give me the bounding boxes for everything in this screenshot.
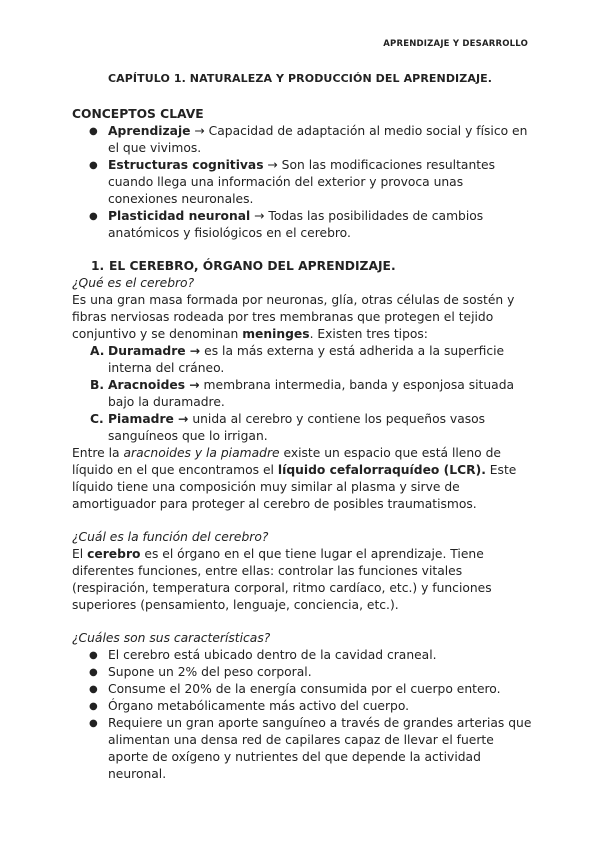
bullet-icon: ●: [89, 650, 98, 661]
text-run: Este líquido tiene una composición muy similar al plasma y sirve de amortiguador para proteger al cerebro de posibles traumatismos.: [72, 463, 517, 511]
bullet-icon: ●: [89, 160, 98, 171]
bullet-icon: ●: [89, 667, 98, 678]
list-letter: B.: [90, 378, 105, 392]
key-concepts-heading: CONCEPTOS CLAVE: [72, 107, 204, 121]
list-item: [72, 208, 534, 242]
meninge-term: Aracnoides →: [108, 378, 200, 392]
characteristic-text: Requiere un gran aporte sanguíneo a través de grandes arterias que alimentan una densa red de capilares capaz de llevar el fuerte aporte de oxígeno y nutrientes del que depende la actividad neuronal.: [108, 716, 532, 781]
meninges-list: [72, 343, 534, 445]
text-run: Es una gran masa formada por neuronas, glía, otras células de sostén y fibras nerviosas rodeada por tres membranas que protegen el tejido conjuntivo y se denominan: [72, 293, 515, 341]
concept-desc: → Capacidad de adaptación al medio social y físico en el que vivimos.: [108, 124, 528, 155]
document-body: [72, 106, 534, 783]
bullet-icon: ●: [89, 126, 98, 137]
list-item: [72, 123, 534, 157]
paragraph-brain-function: [72, 546, 534, 614]
chapter-title: CAPÍTULO 1. NATURALEZA Y PRODUCCIÓN DEL APRENDIZAJE.: [107, 72, 493, 85]
list-letter: C.: [90, 412, 104, 426]
bullet-icon: ●: [89, 701, 98, 712]
bullet-icon: ●: [89, 211, 98, 222]
meninge-desc: unida al cerebro y contiene los pequeños vasos sanguíneos que lo irrigan.: [108, 412, 486, 443]
bullet-icon: ●: [89, 718, 98, 729]
list-item: [72, 715, 534, 783]
text-run: Entre la: [72, 446, 124, 460]
section-title: EL CEREBRO, ÓRGANO DEL APRENDIZAJE.: [109, 259, 396, 273]
term-lcr: líquido cefalorraquídeo (LCR).: [277, 463, 486, 477]
section-number: 1.: [91, 259, 105, 273]
text-italic: aracnoides y la piamadre: [123, 446, 280, 460]
characteristic-text: Supone un 2% del peso corporal.: [108, 665, 312, 679]
list-item: [72, 157, 534, 208]
list-item: [72, 377, 534, 411]
text-run: El: [72, 547, 88, 561]
section-heading: [72, 258, 534, 275]
list-item: [72, 664, 534, 681]
meninge-desc: es la más externa y está adherida a la superficie interna del cráneo.: [108, 344, 505, 375]
list-item: [72, 647, 534, 664]
concept-term: Aprendizaje: [108, 124, 191, 138]
concept-term: Plasticidad neuronal: [108, 209, 251, 223]
list-item: [72, 343, 534, 377]
paragraph-lcr: [72, 445, 534, 513]
list-item: [72, 411, 534, 445]
list-item: [72, 681, 534, 698]
question-brain-function: ¿Cuál es la función del cerebro?: [72, 530, 269, 544]
concept-desc: → Son las modificaciones resultantes cuando llega una información del exterior y provoca unas conexiones neuronales.: [108, 158, 496, 206]
text-run: . Existen tres tipos:: [309, 327, 428, 341]
meninge-term: Duramadre →: [108, 344, 201, 358]
key-concepts-list: [72, 123, 534, 242]
characteristic-text: Órgano metabólicamente más activo del cuerpo.: [108, 699, 410, 713]
characteristics-list: [72, 647, 534, 783]
question-what-is-brain: ¿Qué es el cerebro?: [72, 276, 195, 290]
list-item: [72, 698, 534, 715]
running-header: APRENDIZAJE Y DESARROLLO: [383, 39, 528, 49]
text-run: es el órgano en el que tiene lugar el aprendizaje. Tiene diferentes funciones, entre ellas: controlar las funciones vitales (respiración, temperatura corporal, ritmo cardíaco, etc.) y funciones superiores (pensamiento, lenguaje, conciencia, etc.).: [72, 547, 492, 612]
characteristic-text: El cerebro está ubicado dentro de la cavidad craneal.: [108, 648, 437, 662]
meninge-term: Piamadre →: [108, 412, 189, 426]
term-meninges: meninges: [242, 327, 310, 341]
text-run: existe un espacio que está lleno de líquido en el que encontramos el: [72, 446, 501, 477]
term-cerebro: cerebro: [87, 547, 141, 561]
question-characteristics: ¿Cuáles son sus características?: [72, 631, 271, 645]
paragraph-brain-definition: [72, 292, 534, 343]
concept-desc: → Todas las posibilidades de cambios anatómicos y fisiológicos en el cerebro.: [108, 209, 484, 240]
characteristic-text: Consume el 20% de la energía consumida por el cuerpo entero.: [108, 682, 501, 696]
list-letter: A.: [90, 344, 105, 358]
bullet-icon: ●: [89, 684, 98, 695]
concept-term: Estructuras cognitivas: [108, 158, 264, 172]
meninge-desc: membrana intermedia, banda y esponjosa situada bajo la duramadre.: [108, 378, 515, 409]
